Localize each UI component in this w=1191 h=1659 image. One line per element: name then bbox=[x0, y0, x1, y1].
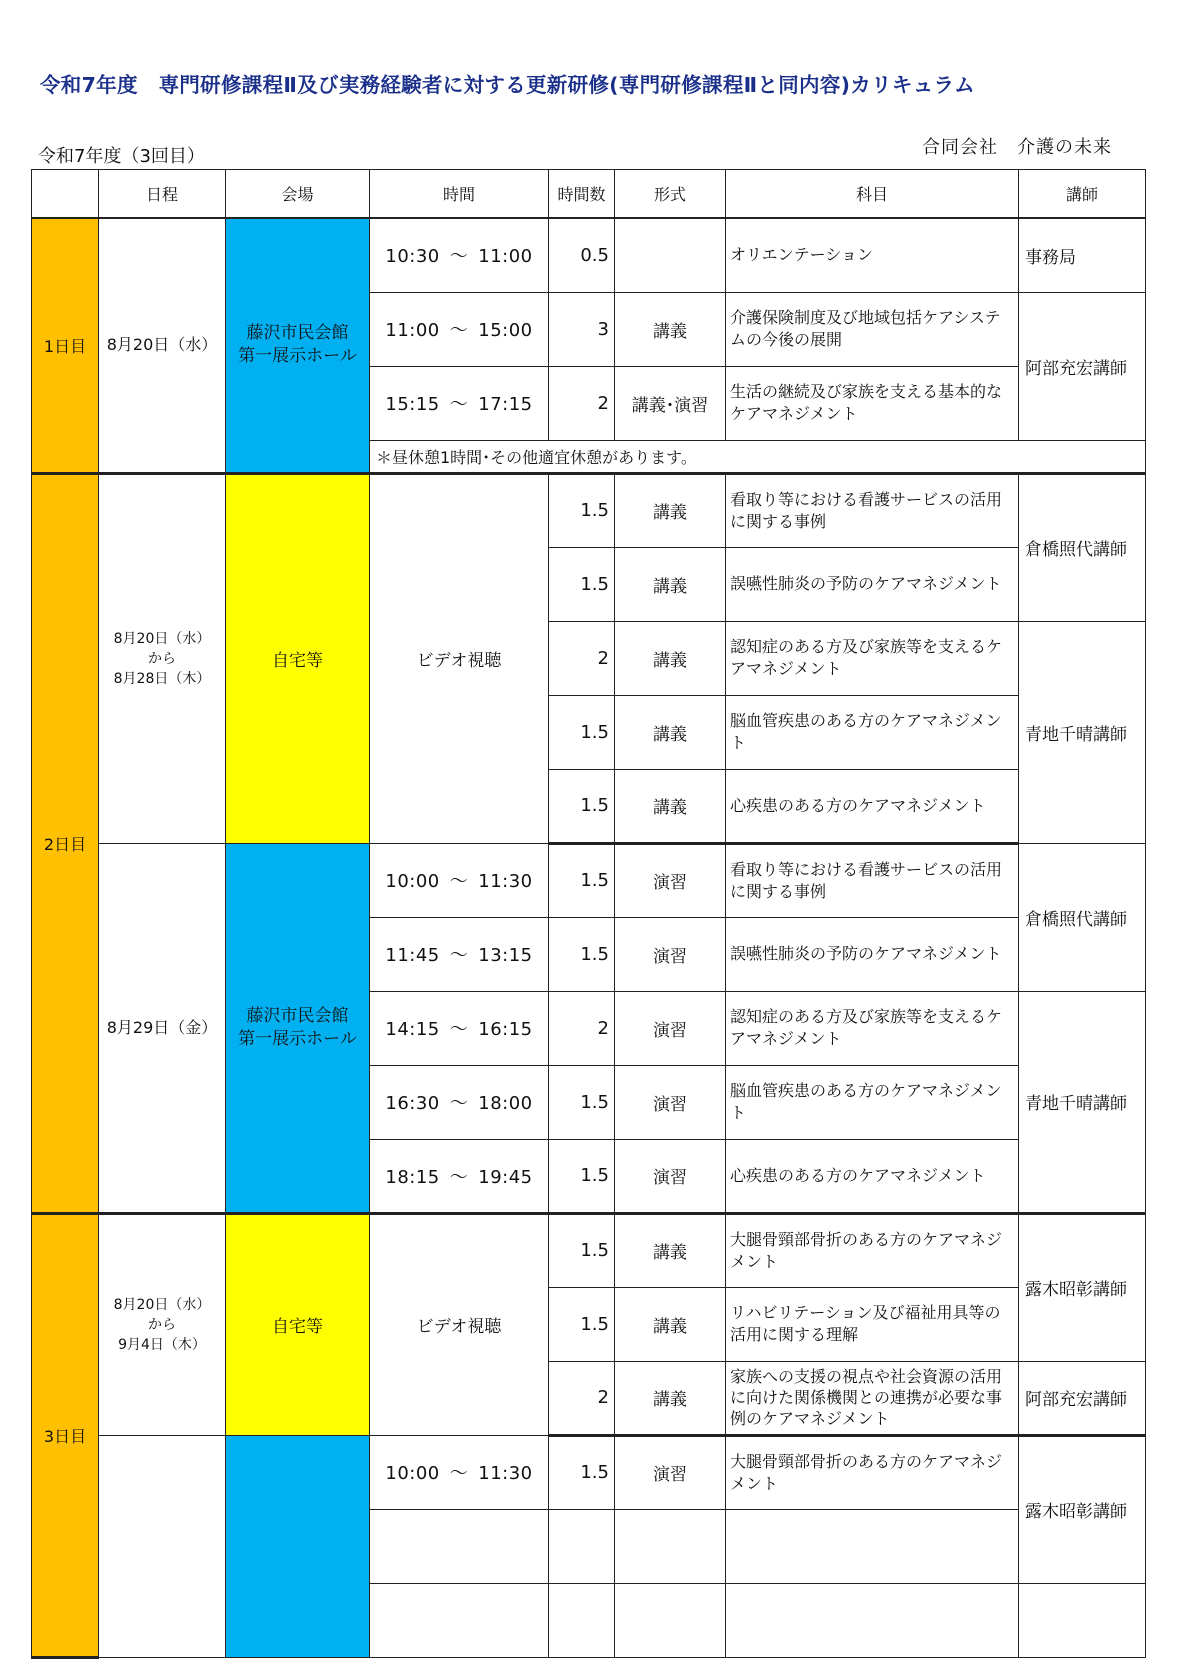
time-cell bbox=[370, 218, 549, 292]
format-cell: 講義 bbox=[615, 1213, 726, 1287]
format-cell: 講義 bbox=[615, 695, 726, 769]
format-cell bbox=[615, 1509, 726, 1583]
date-cell: 8月20日（水） bbox=[99, 218, 226, 473]
time-start: 16:30 bbox=[385, 1093, 440, 1114]
hours-cell: 3 bbox=[549, 292, 615, 366]
hours-cell: 1.5 bbox=[549, 917, 615, 991]
subject-cell: 脳血管疾患のある方のケアマネジメント bbox=[726, 695, 1019, 769]
venue-line-1: 藤沢市民会館 bbox=[246, 323, 349, 344]
table-row bbox=[32, 473, 1146, 547]
venue-line-2: 第一展示ホール bbox=[238, 1028, 357, 1049]
hours-cell: 1.5 bbox=[549, 1065, 615, 1139]
date-to: 9月4日（木） bbox=[118, 1336, 206, 1353]
format-cell bbox=[615, 218, 726, 292]
time-start: 10:30 bbox=[385, 246, 440, 268]
hours-cell: 1.5 bbox=[549, 1213, 615, 1287]
time-cell bbox=[370, 1435, 549, 1509]
hours-cell: 1.5 bbox=[549, 1139, 615, 1213]
time-start: 10:00 bbox=[385, 1463, 440, 1484]
subject-cell: 誤嚥性肺炎の予防のケアマネジメント bbox=[726, 917, 1019, 991]
break-note: ＊昼休憩1時間･その他適宜休憩があります。 bbox=[370, 440, 1146, 473]
hours-cell: 1.5 bbox=[549, 769, 615, 843]
time-cell bbox=[370, 1139, 549, 1213]
date-from: 8月20日（水） bbox=[113, 1296, 211, 1313]
time-start: 18:15 bbox=[385, 1166, 440, 1188]
date-kara: から bbox=[148, 1316, 176, 1333]
venue-line-1: 藤沢市民会館 bbox=[246, 1005, 349, 1026]
venue-cell: 自宅等 bbox=[226, 473, 370, 843]
day-label: 2日目 bbox=[32, 473, 99, 1213]
format-cell: 演習 bbox=[615, 1065, 726, 1139]
subject-cell bbox=[726, 1509, 1019, 1583]
day-label: 1日目 bbox=[32, 218, 99, 473]
document-title: 令和7年度 専門研修課程Ⅱ及び実務経験者に対する更新研修(専門研修課程Ⅱと同内容)カリキュラム bbox=[40, 73, 975, 97]
time-cell bbox=[370, 1583, 549, 1657]
table-row bbox=[32, 218, 1146, 292]
lecturer-cell: 阿部充宏講師 bbox=[1019, 292, 1146, 440]
header-venue: 会場 bbox=[226, 170, 370, 219]
venue-cell bbox=[226, 218, 370, 473]
lecturer-cell bbox=[1019, 1583, 1146, 1657]
hours-cell: 1.5 bbox=[549, 1287, 615, 1361]
format-cell: 演習 bbox=[615, 1435, 726, 1509]
hours-cell: 1.5 bbox=[549, 1435, 615, 1509]
format-cell: 演習 bbox=[615, 1139, 726, 1213]
time-end: 11:00 bbox=[478, 246, 533, 268]
subject-cell: 大腿骨頸部骨折のある方のケアマネジメント bbox=[726, 1213, 1019, 1287]
tilde: ～ bbox=[449, 320, 469, 341]
venue-cell bbox=[226, 1435, 370, 1657]
date-to: 8月28日（木） bbox=[113, 670, 211, 687]
hours-cell: 1.5 bbox=[549, 473, 615, 547]
tilde: ～ bbox=[449, 945, 469, 966]
time-cell bbox=[370, 366, 549, 440]
time-end: 13:15 bbox=[478, 945, 533, 966]
lecturer-cell: 阿部充宏講師 bbox=[1019, 1361, 1146, 1435]
subject-cell: 生活の継続及び家族を支える基本的なケアマネジメント bbox=[726, 366, 1019, 440]
tilde: ～ bbox=[449, 1463, 469, 1484]
hours-cell bbox=[549, 1583, 615, 1657]
lecturer-cell: 青地千晴講師 bbox=[1019, 621, 1146, 843]
time-cell bbox=[370, 1509, 549, 1583]
time-cell bbox=[370, 843, 549, 917]
date-kara: から bbox=[148, 650, 176, 667]
time-cell bbox=[370, 292, 549, 366]
format-cell: 講義 bbox=[615, 292, 726, 366]
subject-cell: 大腿骨頸部骨折のある方のケアマネジメント bbox=[726, 1435, 1019, 1509]
tilde: ～ bbox=[449, 1093, 469, 1114]
venue-cell: 自宅等 bbox=[226, 1213, 370, 1435]
table-row bbox=[32, 843, 1146, 917]
hours-cell: 2 bbox=[549, 366, 615, 440]
time-start: 14:15 bbox=[385, 1019, 440, 1040]
subject-cell bbox=[726, 1583, 1019, 1657]
lecturer-cell: 事務局 bbox=[1019, 218, 1146, 292]
format-cell: 演習 bbox=[615, 991, 726, 1065]
table-row bbox=[32, 1213, 1146, 1287]
time-end: 19:45 bbox=[478, 1166, 533, 1188]
subject-cell: 看取り等における看護サービスの活用に関する事例 bbox=[726, 473, 1019, 547]
lecturer-cell: 倉橋照代講師 bbox=[1019, 473, 1146, 621]
format-cell: 講義 bbox=[615, 621, 726, 695]
day-label: 3日目 bbox=[32, 1213, 99, 1657]
company-name: 合同会社 介護の未来 bbox=[922, 137, 1112, 158]
date-cell bbox=[99, 1213, 226, 1435]
header-lecturer: 講師 bbox=[1019, 170, 1146, 219]
date-cell bbox=[99, 473, 226, 843]
curriculum-table bbox=[31, 169, 1146, 1659]
header-blank bbox=[32, 170, 99, 219]
header-time: 時間 bbox=[370, 170, 549, 219]
time-cell bbox=[370, 1065, 549, 1139]
time-end: 16:15 bbox=[478, 1019, 533, 1040]
table-row bbox=[32, 1435, 1146, 1509]
subject-cell: 看取り等における看護サービスの活用に関する事例 bbox=[726, 843, 1019, 917]
lecturer-cell: 青地千晴講師 bbox=[1019, 991, 1146, 1213]
curriculum-table-container bbox=[31, 169, 1145, 1522]
hours-cell: 0.5 bbox=[549, 218, 615, 292]
time-end: 11:30 bbox=[478, 1463, 533, 1484]
time-start: 11:45 bbox=[385, 945, 440, 966]
lecturer-cell: 露木昭彰講師 bbox=[1019, 1213, 1146, 1361]
hours-cell: 1.5 bbox=[549, 695, 615, 769]
tilde: ～ bbox=[449, 246, 469, 268]
venue-cell bbox=[226, 843, 370, 1213]
date-from: 8月20日（水） bbox=[113, 630, 211, 647]
format-cell: 講義 bbox=[615, 473, 726, 547]
subject-cell: 心疾患のある方のケアマネジメント bbox=[726, 769, 1019, 843]
format-cell: 講義 bbox=[615, 1361, 726, 1435]
hours-cell: 2 bbox=[549, 1361, 615, 1435]
subject-cell: 認知症のある方及び家族等を支えるケアマネジメント bbox=[726, 621, 1019, 695]
hours-cell: 2 bbox=[549, 621, 615, 695]
time-end: 17:15 bbox=[478, 394, 533, 415]
venue-line-2: 第一展示ホール bbox=[238, 346, 357, 367]
format-cell: 講義 bbox=[615, 1287, 726, 1361]
subject-cell: 脳血管疾患のある方のケアマネジメント bbox=[726, 1065, 1019, 1139]
header-row bbox=[32, 170, 1146, 219]
tilde: ～ bbox=[449, 871, 469, 892]
format-cell: 講義 bbox=[615, 547, 726, 621]
tilde: ～ bbox=[449, 1019, 469, 1040]
time-end: 11:30 bbox=[478, 871, 533, 892]
tilde: ～ bbox=[449, 394, 469, 415]
subject-cell: 家族への支援の視点や社会資源の活用に向けた関係機関との連携が必要な事例のケアマネジメント bbox=[726, 1361, 1019, 1435]
time-start: 11:00 bbox=[385, 320, 440, 341]
date-cell: 8月29日（金） bbox=[99, 843, 226, 1213]
video-cell: ビデオ視聴 bbox=[370, 473, 549, 843]
header-subject: 科目 bbox=[726, 170, 1019, 219]
subject-cell: 介護保険制度及び地域包括ケアシステムの今後の展開 bbox=[726, 292, 1019, 366]
time-cell bbox=[370, 917, 549, 991]
hours-cell bbox=[549, 1509, 615, 1583]
header-schedule: 日程 bbox=[99, 170, 226, 219]
hours-cell: 1.5 bbox=[549, 547, 615, 621]
hours-cell: 1.5 bbox=[549, 843, 615, 917]
subject-cell: 認知症のある方及び家族等を支えるケアマネジメント bbox=[726, 991, 1019, 1065]
header-hours: 時間数 bbox=[549, 170, 615, 219]
video-cell: ビデオ視聴 bbox=[370, 1213, 549, 1435]
time-start: 10:00 bbox=[385, 871, 440, 892]
tilde: ～ bbox=[449, 1166, 469, 1188]
time-end: 15:00 bbox=[478, 320, 533, 341]
hours-cell: 2 bbox=[549, 991, 615, 1065]
lecturer-cell: 露木昭彰講師 bbox=[1019, 1435, 1146, 1583]
date-cell bbox=[99, 1435, 226, 1657]
format-cell: 演習 bbox=[615, 917, 726, 991]
subject-cell: 心疾患のある方のケアマネジメント bbox=[726, 1139, 1019, 1213]
format-cell bbox=[615, 1583, 726, 1657]
format-cell: 演習 bbox=[615, 843, 726, 917]
session-label: 令和7年度（3回目） bbox=[38, 146, 205, 167]
time-cell bbox=[370, 991, 549, 1065]
time-end: 18:00 bbox=[478, 1093, 533, 1114]
time-start: 15:15 bbox=[385, 394, 440, 415]
subject-cell: 誤嚥性肺炎の予防のケアマネジメント bbox=[726, 547, 1019, 621]
subject-cell: リハビリテーション及び福祉用具等の活用に関する理解 bbox=[726, 1287, 1019, 1361]
format-cell: 講義･演習 bbox=[615, 366, 726, 440]
lecturer-cell: 倉橋照代講師 bbox=[1019, 843, 1146, 991]
subject-cell: オリエンテーション bbox=[726, 218, 1019, 292]
header-format: 形式 bbox=[615, 170, 726, 219]
format-cell: 講義 bbox=[615, 769, 726, 843]
